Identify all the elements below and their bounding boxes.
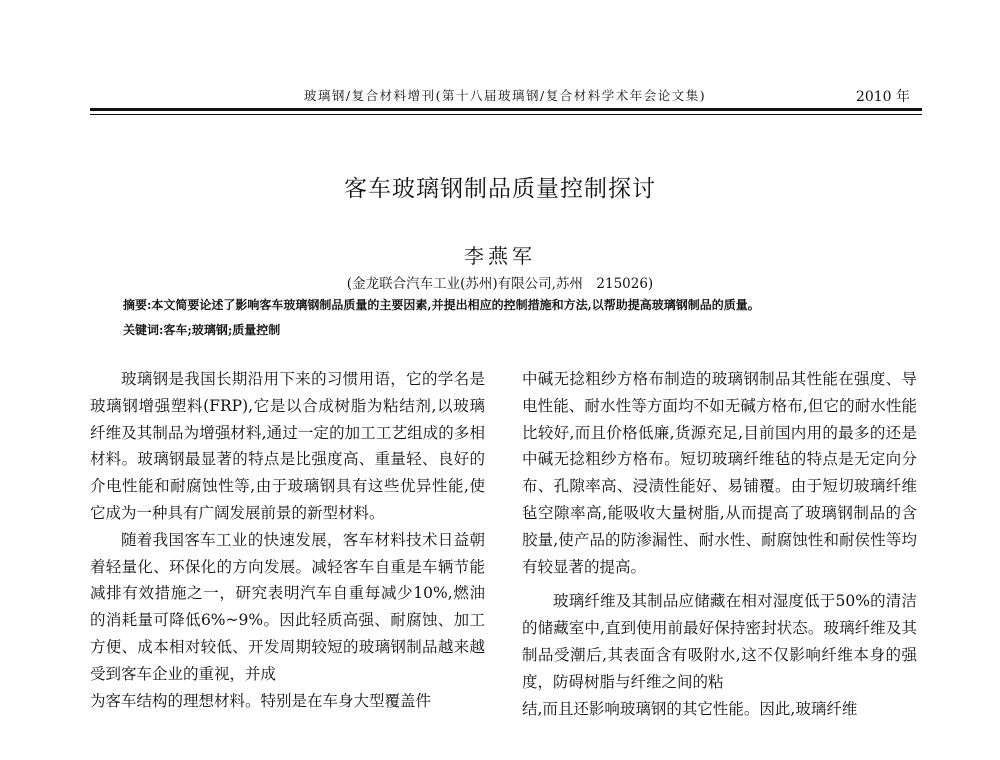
header-year: 2010 年 (855, 89, 910, 105)
paragraph: 玻璃钢是我国长期沿用下来的习惯用语，它的学名是玻璃钢增强塑料(FRP),它是以合成树脂为粘结剂,以玻璃纤维及其制品为增强材料,通过一定的加工工艺组成的多相材料。玻璃钢最显著的特点是比强度高、重量轻、良好的介电性能和耐腐蚀性等,由于玻璃钢具有这些优异性能,使它成为一种具有广阔发展前景的新型材料。 (90, 370, 485, 522)
running-header (90, 84, 920, 106)
journal-name: 玻璃钢/复合材料增刊(第十八届玻璃钢/复合材料学术年会论文集) (303, 88, 707, 103)
body-column-left (90, 366, 485, 708)
paper-title: 客车玻璃钢制品质量控制探讨 (344, 176, 656, 202)
paragraph: 随着我国客车工业的快速发展，客车材料技术日益朝着轻量化、环保化的方向发展。减轻客车自重是车辆节能减排有效措施之一，研究表明汽车自重每减少10%,燃油的消耗量可降低6%~9%。因此轻质高强、耐腐蚀、加工方便、成本相对较低、开发周期较短的玻璃钢制品越来越受到客车企业的重视，并成 (90, 530, 485, 683)
author-name: 李燕军 (464, 244, 536, 268)
header-rule-thin (90, 114, 922, 115)
paragraph-cut-line: 为客车结构的理想材料。特别是在车身大型覆盖件 (90, 691, 432, 708)
author-affiliation: (金龙联合汽车工业(苏州)有限公司,苏州 215026) (346, 276, 654, 292)
body-column-right (522, 366, 917, 716)
paragraph-cut-line: 结,而且还影响玻璃钢的其它性能。因此,玻璃纤维 (522, 699, 858, 716)
abstract: 摘要:本文简要论述了影响客车玻璃钢制品质量的主要因素,并提出相应的控制措施和方法,以帮助提高玻璃钢制品的质量。 (123, 298, 760, 312)
paragraph: 玻璃纤维及其制品应储藏在相对湿度低于50%的清洁的储藏室中,直到使用前最好保持密封状态。玻璃纤维及其制品受潮后,其表面含有吸附水,这不仅影响纤维本身的强度，防碍树脂与纤维之间的粘 (522, 592, 917, 691)
paragraph: 中碱无捻粗纱方格布制造的玻璃钢制品其性能在强度、导电性能、耐水性等方面均不如无碱方格布,但它的耐水性能比较好,而且价格低廉,货源充足,目前国内用的最多的还是中碱无捻粗纱方格布。短切玻璃纤维毡的特点是无定向分布、孔隙率高、浸渍性能好、易铺覆。由于短切玻璃纤维毡空隙率高,能吸收大量树脂,从而提高了玻璃钢制品的含胶量,使产品的防渗漏性、耐水性、耐腐蚀性和耐侯性等均有较显著的提高。 (522, 370, 917, 576)
keywords: 关键词:客车;玻璃钢;质量控制 (123, 323, 281, 337)
header-rule-thick (90, 108, 922, 111)
